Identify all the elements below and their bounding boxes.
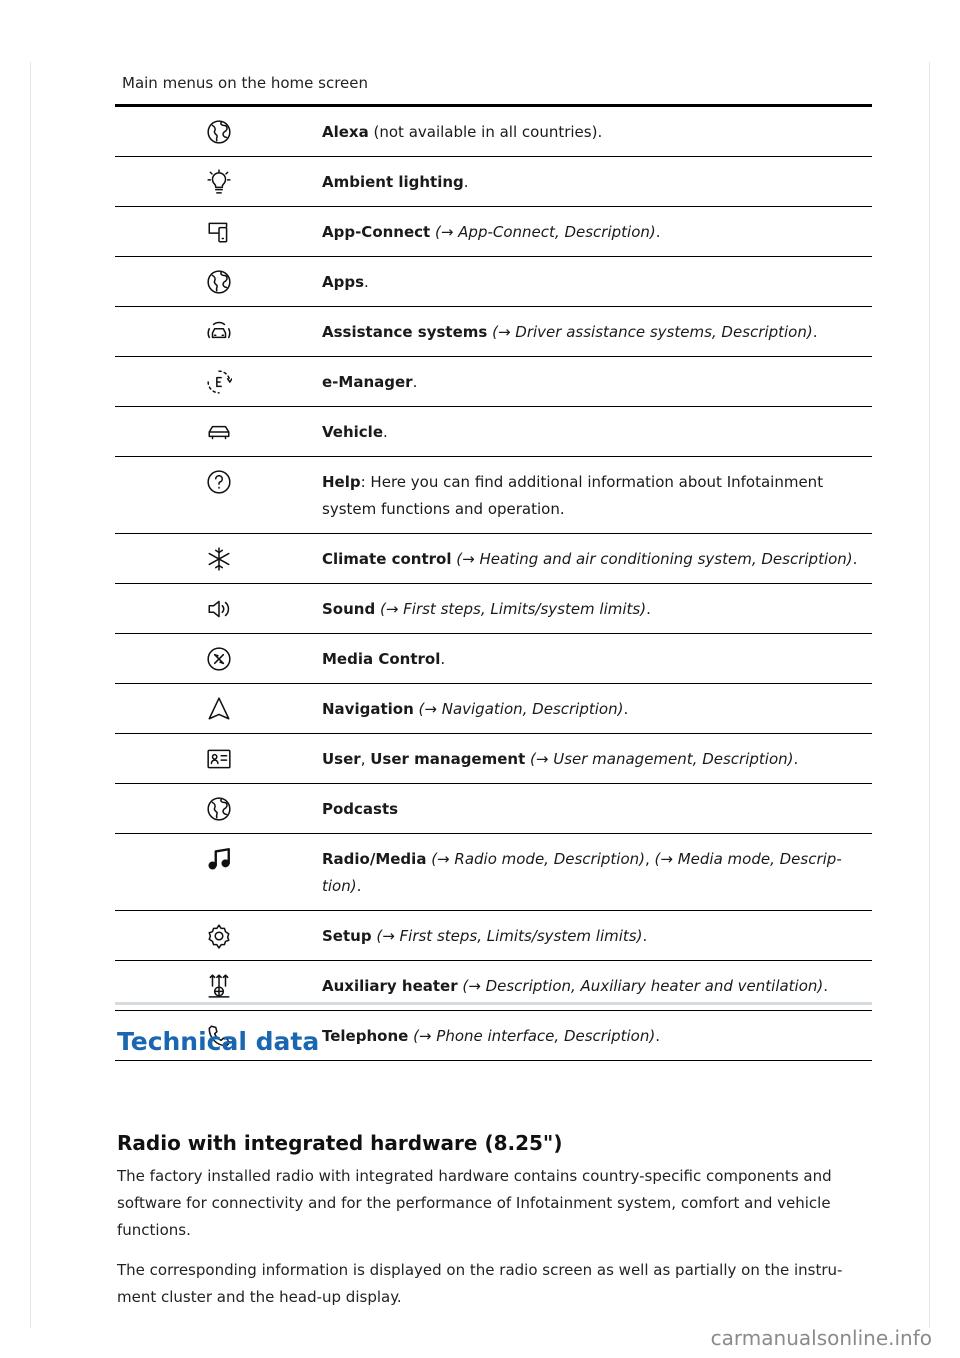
row-description bbox=[322, 534, 872, 583]
main-menus-table bbox=[115, 104, 872, 1061]
table-row bbox=[115, 834, 872, 911]
row-icon-cell bbox=[115, 684, 322, 733]
table-row bbox=[115, 407, 872, 457]
left-margin-rule bbox=[30, 62, 31, 1328]
description-text: . bbox=[463, 173, 469, 191]
menu-name: Ambient lighting bbox=[322, 173, 464, 191]
row-icon-cell bbox=[115, 157, 322, 206]
table-row bbox=[115, 784, 872, 834]
table-row bbox=[115, 584, 872, 634]
table-row bbox=[115, 357, 872, 407]
menu-name: User management bbox=[370, 750, 526, 768]
description-text: , bbox=[360, 750, 371, 768]
row-description bbox=[322, 207, 872, 256]
row-icon-cell bbox=[115, 307, 322, 356]
row-description bbox=[322, 157, 872, 206]
snowflake-icon bbox=[206, 546, 232, 572]
menu-name: User bbox=[322, 750, 361, 768]
description-text: . bbox=[440, 650, 446, 668]
table-row bbox=[115, 307, 872, 357]
row-icon-cell bbox=[115, 407, 322, 456]
gear-icon bbox=[206, 923, 232, 949]
menu-name: Climate control bbox=[322, 550, 452, 568]
row-description bbox=[322, 457, 872, 533]
menu-name: Sound bbox=[322, 600, 376, 618]
cross-reference: (→ Radio mode, Description) bbox=[426, 850, 645, 868]
menu-name: Alexa bbox=[322, 123, 369, 141]
menu-name: Apps bbox=[322, 273, 365, 291]
table-row bbox=[115, 457, 872, 534]
row-description bbox=[322, 734, 872, 783]
description-text: , bbox=[645, 850, 655, 868]
aux-heater-icon bbox=[206, 973, 232, 999]
table-row bbox=[115, 534, 872, 584]
cross-reference: (→ Driver assistance systems, Description) bbox=[487, 323, 813, 341]
right-margin-rule bbox=[929, 62, 930, 1328]
row-icon-cell bbox=[115, 534, 322, 583]
description-text: . bbox=[412, 373, 418, 391]
menu-name: Help bbox=[322, 473, 361, 491]
description-text: . bbox=[364, 273, 369, 291]
row-description bbox=[322, 584, 872, 633]
cross-reference: (→ App-Connect, Description) bbox=[430, 223, 656, 241]
table-row bbox=[115, 207, 872, 257]
menu-name: Auxiliary heater bbox=[322, 977, 458, 995]
menu-name: Radio/Media bbox=[322, 850, 427, 868]
row-icon-cell bbox=[115, 784, 322, 833]
row-icon-cell bbox=[115, 257, 322, 306]
menu-name: Vehicle bbox=[322, 423, 383, 441]
table-row bbox=[115, 684, 872, 734]
row-description bbox=[322, 257, 872, 306]
description-text: . bbox=[642, 927, 648, 945]
speaker-icon bbox=[206, 596, 232, 622]
row-description bbox=[322, 307, 872, 356]
section-title: Technical data bbox=[117, 1027, 320, 1056]
menu-name: Navigation bbox=[322, 700, 414, 718]
cross-reference: (→ First steps, Limits/system limits) bbox=[375, 600, 647, 618]
e-manager-icon bbox=[206, 369, 232, 395]
menu-name: Assistance systems bbox=[322, 323, 488, 341]
cross-reference: (→ Navigation, Description) bbox=[413, 700, 624, 718]
globe-icon bbox=[206, 269, 232, 295]
row-icon-cell bbox=[115, 634, 322, 683]
row-icon-cell bbox=[115, 207, 322, 256]
table-row bbox=[115, 257, 872, 307]
row-icon-cell bbox=[115, 107, 322, 156]
cross-reference: (→ User management, Description) bbox=[525, 750, 794, 768]
description-text: . bbox=[623, 700, 629, 718]
row-description bbox=[322, 407, 872, 456]
cross-reference: (→ Heating and air conditioning system, Description) bbox=[451, 550, 853, 568]
music-note-icon bbox=[206, 846, 232, 872]
description-text: . bbox=[356, 877, 362, 895]
car-assist-icon bbox=[206, 319, 232, 345]
row-icon-cell bbox=[115, 734, 322, 783]
car-icon bbox=[206, 419, 232, 445]
media-control-icon bbox=[206, 646, 232, 672]
description-text: (not available in all countries). bbox=[368, 123, 603, 141]
menu-name: Telephone bbox=[322, 1027, 409, 1045]
menu-name: Podcasts bbox=[322, 800, 399, 818]
description-text: : Here you can find additional information about Infotainment system functions and operation. bbox=[322, 473, 824, 518]
description-text: . bbox=[823, 977, 829, 995]
row-description bbox=[322, 634, 872, 683]
description-text: . bbox=[383, 423, 388, 441]
menu-name: e-Manager bbox=[322, 373, 413, 391]
phone-screen-icon bbox=[206, 219, 232, 245]
row-icon-cell bbox=[115, 457, 322, 533]
cross-reference: (→ Phone interface, Description) bbox=[408, 1027, 656, 1045]
cross-reference: (→ Description, Auxiliary heater and ventilation) bbox=[457, 977, 824, 995]
row-description bbox=[322, 1011, 872, 1060]
subsection-title: Radio with integrated hardware (8.25") bbox=[117, 1131, 563, 1155]
navigation-icon bbox=[206, 696, 232, 722]
table-row bbox=[115, 107, 872, 157]
table-row bbox=[115, 634, 872, 684]
description-text: . bbox=[646, 600, 651, 618]
section-separator bbox=[115, 1002, 872, 1005]
cross-reference: (→ First steps, Limits/system limits) bbox=[371, 927, 643, 945]
row-description bbox=[322, 357, 872, 406]
row-icon-cell bbox=[115, 834, 322, 910]
row-icon-cell bbox=[115, 357, 322, 406]
menu-name: Setup bbox=[322, 927, 372, 945]
table-row bbox=[115, 911, 872, 961]
menu-name: App-Connect bbox=[322, 223, 431, 241]
watermark: carmanualsonline.info bbox=[710, 1326, 932, 1350]
description-text: . bbox=[812, 323, 818, 341]
description-text: . bbox=[655, 1027, 661, 1045]
row-description bbox=[322, 834, 872, 910]
paragraph-1: The factory installed radio with integrated hardware contains country-specific components and software for connectivity and for the performance of Infotainment system, comfort and vehicle functions. bbox=[117, 1167, 832, 1239]
user-card-icon bbox=[206, 746, 232, 772]
description-text: . bbox=[852, 550, 858, 568]
menu-name: Media Control bbox=[322, 650, 441, 668]
row-description bbox=[322, 107, 872, 156]
row-description bbox=[322, 684, 872, 733]
description-text: . bbox=[655, 223, 661, 241]
table-row bbox=[115, 157, 872, 207]
description-text: . bbox=[793, 750, 799, 768]
row-icon-cell bbox=[115, 584, 322, 633]
row-description bbox=[322, 911, 872, 960]
cross-reference: (→ Media mode, Descrip-tion) bbox=[322, 850, 842, 895]
lightbulb-icon bbox=[206, 169, 232, 195]
help-icon bbox=[206, 469, 232, 495]
table-row bbox=[115, 734, 872, 784]
row-description bbox=[322, 784, 872, 833]
paragraph-2: The corresponding information is displayed on the radio screen as well as partially on the instru-ment cluster and the head-up display. bbox=[117, 1261, 843, 1306]
globe-icon bbox=[206, 796, 232, 822]
row-icon-cell bbox=[115, 911, 322, 960]
globe-icon bbox=[206, 119, 232, 145]
table-caption: Main menus on the home screen bbox=[122, 74, 369, 92]
